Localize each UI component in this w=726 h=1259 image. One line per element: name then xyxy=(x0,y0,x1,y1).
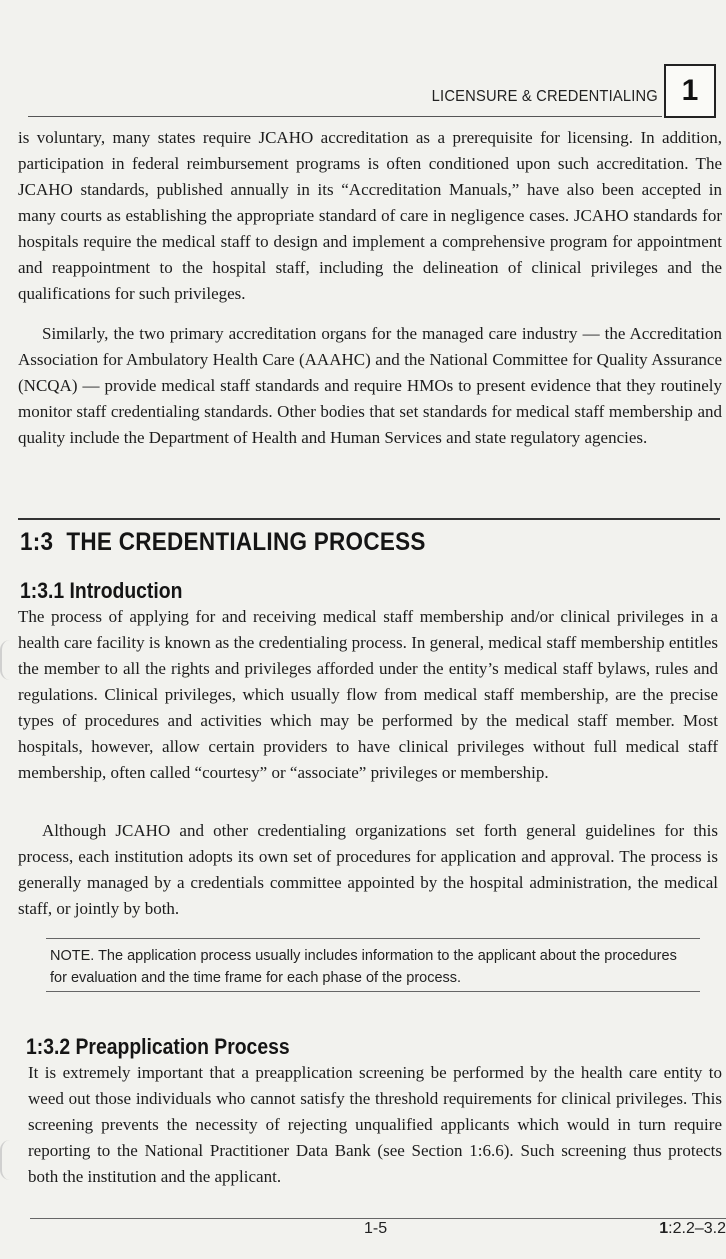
subsection-heading: 1:3.1 Introduction xyxy=(20,578,183,603)
body-paragraph: is voluntary, many states require JCAHO accreditation as a prerequisite for licensing. In addition, participation in federal reimbursement programs is often conditioned upon such accreditation. The JCAHO standards, published annually in its “Accreditation Manuals,” have also been accepted in many courts as establishing the appropriate standard of care in negligence cases. JCAHO standards for hospitals require the medical staff to design and implement a comprehensive program for appointment and reappointment to the hospital staff, including the delineation of clinical privileges and the qualifications for such privileges. xyxy=(18,128,722,303)
section-heading xyxy=(20,528,426,557)
header-rule xyxy=(28,116,662,117)
page-number: 1-5 xyxy=(364,1220,388,1237)
body-paragraph: The process of applying for and receiving medical staff membership and/or clinical privileges in a health care facility is known as the credentialing process. In general, medical staff membership entitles the member to all the rights and privileges afforded under the entity’s medical staff bylaws, rules and regulations. Clinical privileges, which usually flow from medical staff membership, are the precise types of procedures and activities which may be performed by the medical staff member. Most hospitals, however, allow certain providers to have clinical privileges without full medical staff membership, often called “courtesy” or “associate” privileges or membership. xyxy=(18,607,718,782)
note-text: NOTE. The application process usually includes information to the applicant about the procedures for evaluation and the time frame for each phase of the process. xyxy=(50,948,677,986)
body-paragraph: Similarly, the two primary accreditation organs for the managed care industry — the Accreditation Association for Ambulatory Health Care (AAAHC) and the National Committee for Quality Assurance (NCQA) — provide medical staff standards and require HMOs to present evidence that they routinely monitor staff credentialing standards. Other bodies that set standards for medical staff membership and quality include the Department of Health and Human Services and state regulatory agencies. xyxy=(18,324,722,447)
body-paragraph: Although JCAHO and other credentialing organizations set forth general guidelines for this process, each institution adopts its own set of procedures for application and approval. The process is generally managed by a credentials committee appointed by the hospital administration, the medical staff, or jointly by both. xyxy=(18,821,718,918)
chapter-number-box: 1 xyxy=(664,64,716,118)
note-box xyxy=(46,938,700,992)
scan-artifact xyxy=(0,1140,12,1180)
running-header xyxy=(28,64,726,120)
section-rule xyxy=(18,518,720,520)
section-range-rest: :2.2–3.2 xyxy=(668,1220,726,1237)
running-header-title: LICENSURE & CREDENTIALING xyxy=(431,88,658,105)
section-number: 1:3 xyxy=(20,528,54,556)
body-paragraph: It is extremely important that a preapplication screening be performed by the health care entity to weed out those individuals who cannot satisfy the threshold requirements for clinical privileges. This screening prevents the necessity of rejecting unqualified applicants which would in turn require reporting to the National Practitioner Data Bank (see Section 1:6.6). Such screening thus protects both the institution and the applicant. xyxy=(28,1063,722,1186)
footer-rule xyxy=(30,1218,726,1219)
section-range xyxy=(659,1220,726,1238)
scan-artifact xyxy=(0,640,12,680)
subsection-heading: 1:3.2 Preapplication Process xyxy=(26,1034,290,1059)
section-title: THE CREDENTIALING PROCESS xyxy=(66,528,426,556)
section-range-chapter: 1 xyxy=(659,1220,669,1237)
